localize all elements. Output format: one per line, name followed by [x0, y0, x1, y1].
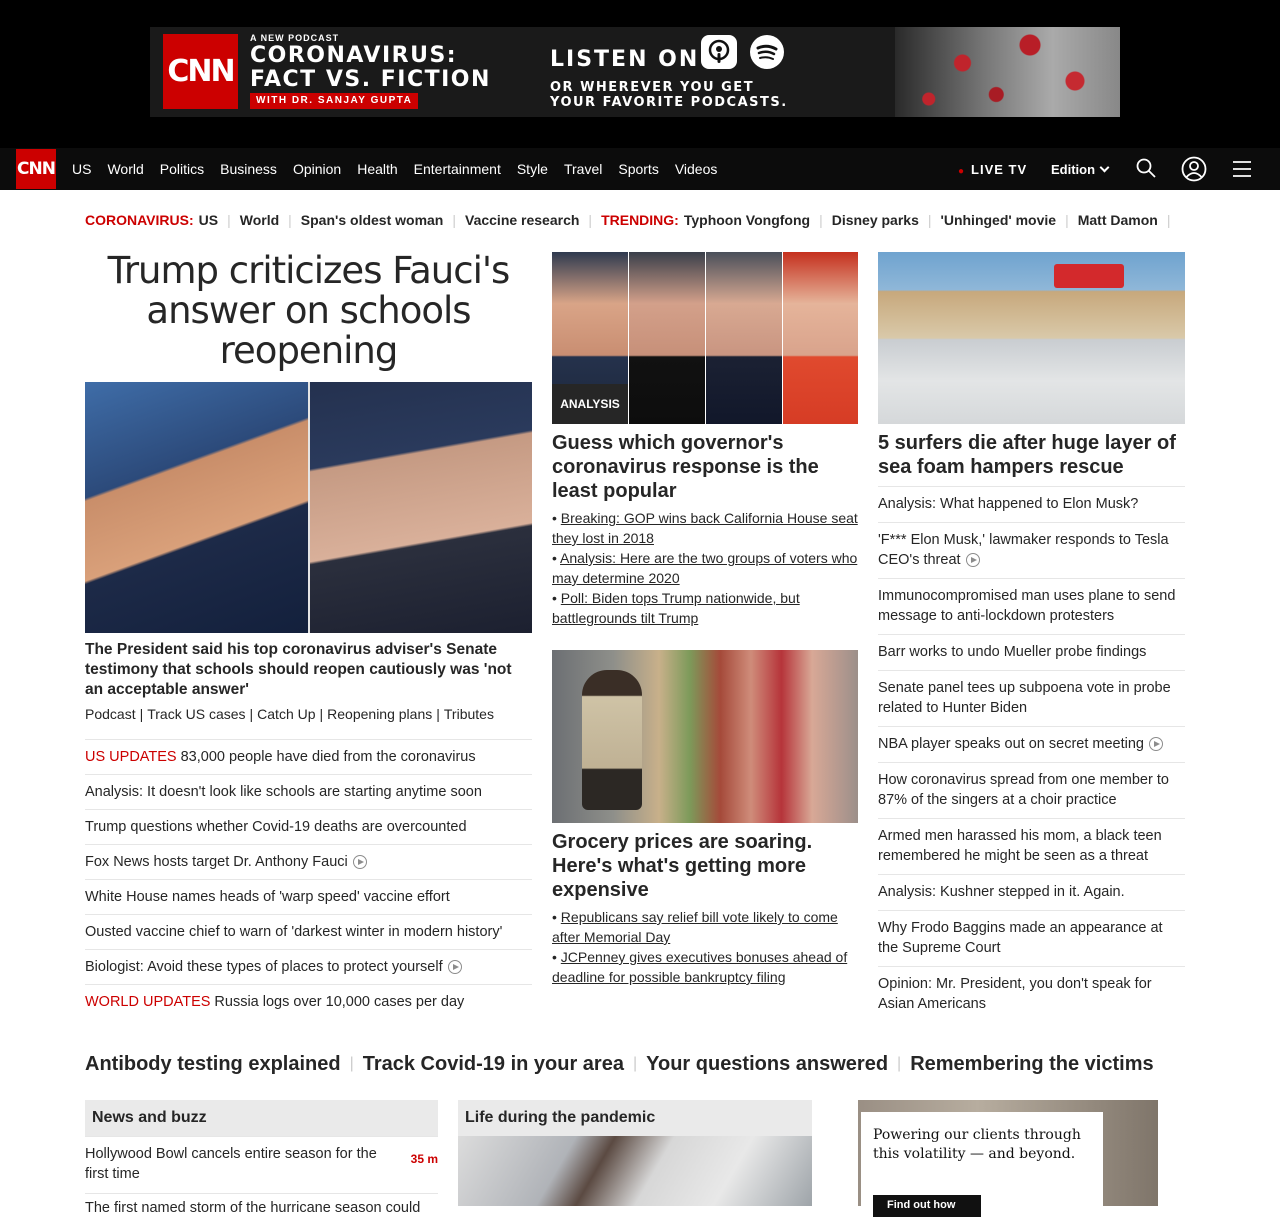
separator: |	[139, 706, 144, 722]
governor-photo	[706, 252, 782, 424]
lead-summary[interactable]: The President said his top coronavirus adviser's Senate testimony that schools should reopen cautiously was 'not an acceptable answer'	[85, 641, 512, 698]
analysis-badge: ANALYSIS	[552, 384, 628, 424]
trending-link[interactable]: Span's oldest woman	[300, 212, 444, 228]
separator: |	[1065, 212, 1069, 228]
list-item[interactable]	[85, 774, 532, 809]
bullet-item: • JCPenney gives executives bonuses ahead of deadline for possible bankruptcy filing	[552, 949, 848, 985]
play-video-icon	[353, 855, 367, 869]
lead-image[interactable]	[85, 382, 532, 633]
life-during-pandemic-header[interactable]: Life during the pandemic	[458, 1100, 812, 1136]
trending-link[interactable]: World	[239, 212, 280, 228]
news-buzz-text: Hollywood Bowl cancels entire season for the first time	[85, 1146, 377, 1182]
lead-related-links	[85, 706, 532, 722]
ad-listen-on: LISTEN ON	[550, 47, 700, 72]
trending-bar	[85, 210, 1185, 230]
related-link[interactable]: Podcast	[85, 706, 136, 722]
story-link: NBA player speaks out on secret meeting	[878, 736, 1144, 752]
trump-photo	[85, 382, 308, 633]
story-link: Why Frodo Baggins made an appearance at the Supreme Court	[878, 920, 1163, 956]
list-item[interactable]	[85, 949, 532, 984]
separator: |	[349, 1055, 354, 1072]
story-link: Armed men harassed his mom, a black teen remembered he might be seen as a threat	[878, 828, 1162, 864]
bullet-link[interactable]: Analysis: Here are the two groups of voters who may determine 2020	[552, 550, 858, 586]
list-item[interactable]	[878, 634, 1185, 670]
story-link: Trump questions whether Covid-19 deaths are overcounted	[85, 819, 467, 835]
chevron-down-icon	[1100, 163, 1110, 173]
separator: |	[452, 212, 456, 228]
explainer-link[interactable]: Antibody testing explained	[85, 1052, 341, 1075]
bullet-link[interactable]: Poll: Biden tops Trump nationwide, but battlegrounds tilt Trump	[552, 590, 800, 626]
live-tv-link[interactable]	[958, 162, 1027, 177]
story-link: White House names heads of 'warp speed' vaccine effort	[85, 889, 450, 905]
section-label: US UPDATES	[85, 749, 177, 765]
list-item[interactable]	[85, 984, 532, 1019]
nav-item-videos[interactable]: Videos	[674, 161, 718, 177]
podcast-ad-banner[interactable]	[150, 27, 1120, 117]
edition-label: Edition	[1051, 162, 1096, 177]
news-buzz-item[interactable]	[85, 1136, 438, 1192]
ad-virus-image	[895, 27, 1120, 117]
explainer-link[interactable]: Your questions answered	[646, 1052, 889, 1075]
news-and-buzz-header[interactable]: News and buzz	[85, 1100, 438, 1136]
nav-item-sports[interactable]: Sports	[618, 161, 659, 177]
ad-copy: Powering our clients through this volatility — and beyond.	[873, 1127, 1081, 1162]
trending-link[interactable]: 'Unhinged' movie	[940, 212, 1057, 228]
separator: |	[927, 212, 932, 228]
side-advertisement[interactable]	[858, 1100, 1158, 1211]
nav-section-links	[64, 148, 725, 190]
trending-link[interactable]: Disney parks	[831, 212, 919, 228]
trending-link[interactable]: Matt Damon	[1077, 212, 1158, 228]
list-item[interactable]	[85, 914, 532, 949]
story-link: 'F*** Elon Musk,' lawmaker responds to Tesla CEO's threat	[878, 532, 1169, 568]
related-link[interactable]: Track US cases	[147, 706, 246, 722]
timestamp: 35 m	[410, 1152, 438, 1166]
explainer-links	[85, 1050, 1195, 1078]
separator: |	[249, 706, 254, 722]
list-item[interactable]	[85, 809, 532, 844]
related-link[interactable]: Tributes	[443, 706, 494, 722]
story-link: Analysis: It doesn't look like schools are starting anytime soon	[85, 784, 482, 800]
user-account-icon[interactable]	[1181, 156, 1207, 182]
list-item[interactable]	[878, 966, 1185, 1022]
story-link: Ousted vaccine chief to warn of 'darkest winter in modern history'	[85, 924, 503, 940]
grocery-bullets	[552, 907, 858, 987]
main-nav	[0, 148, 1280, 190]
story-link: Senate panel tees up subpoena vote in probe related to Hunter Biden	[878, 680, 1171, 716]
governor-photo	[783, 252, 858, 424]
news-buzz-text: The first named storm of the hurricane season could	[85, 1200, 421, 1216]
related-link[interactable]: Catch Up	[257, 706, 316, 722]
trending-link[interactable]: US	[198, 212, 219, 228]
separator: |	[436, 706, 440, 722]
sea-foam-image[interactable]	[878, 252, 1185, 424]
story-link: Analysis: Kushner stepped in it. Again.	[878, 884, 1125, 900]
play-video-icon	[1149, 737, 1163, 751]
bullet-item: • Republicans say relief bill vote likely to come after Memorial Day	[552, 909, 838, 945]
spotify-icon	[750, 35, 784, 69]
list-item[interactable]	[878, 522, 1185, 578]
fauci-photo	[310, 382, 532, 633]
fire-truck-figure	[1054, 264, 1124, 288]
explainer-link[interactable]: Track Covid-19 in your area	[362, 1052, 624, 1075]
trending-link[interactable]: Typhoon Vongfong	[683, 212, 811, 228]
cnn-logo[interactable]: CNN	[16, 149, 56, 189]
bullet-item: • Analysis: Here are the two groups of voters who may determine 2020	[552, 550, 858, 586]
story-link: Biologist: Avoid these types of places to protect yourself	[85, 959, 443, 975]
hamburger-menu-icon[interactable]	[1232, 159, 1252, 179]
news-buzz-item[interactable]	[85, 1193, 438, 1216]
search-icon[interactable]	[1136, 158, 1156, 178]
section-label: WORLD UPDATES	[85, 994, 211, 1010]
lead-headline[interactable]: Trump criticizes Fauci's answer on schools reopening	[107, 249, 510, 372]
story-link: Fox News hosts target Dr. Anthony Fauci	[85, 854, 348, 870]
grocery-image[interactable]	[552, 650, 858, 823]
ad-cnn-logo: CNN	[163, 34, 238, 109]
separator: |	[897, 1055, 902, 1072]
list-item[interactable]	[85, 844, 532, 879]
story-link: How coronavirus spread from one member to 87% of the singers at a choir practice	[878, 772, 1169, 808]
nav-item-entertainment[interactable]: Entertainment	[413, 161, 501, 177]
nav-item-opinion[interactable]: Opinion	[292, 161, 342, 177]
story-link: Opinion: Mr. President, you don't speak for Asian Americans	[878, 976, 1152, 1012]
list-item[interactable]	[878, 762, 1185, 818]
nav-item-business[interactable]: Business	[220, 161, 277, 177]
nav-item-health[interactable]: Health	[357, 161, 398, 177]
pandemic-life-image[interactable]	[458, 1136, 812, 1206]
story-link: Russia logs over 10,000 cases per day	[214, 994, 465, 1010]
lead-story-list	[85, 739, 532, 1019]
bullet-link[interactable]: Republicans say relief bill vote likely to come after Memorial Day	[552, 909, 838, 945]
ad-host: WITH DR. SANJAY GUPTA	[250, 93, 418, 109]
list-item[interactable]	[85, 739, 532, 774]
bullet-link[interactable]: Breaking: GOP wins back California House seat they lost in 2018	[552, 510, 858, 546]
coronavirus-label: CORONAVIRUS:	[85, 212, 194, 228]
ad-kicker: A NEW PODCAST	[250, 33, 340, 43]
separator: |	[819, 212, 823, 228]
list-item[interactable]	[878, 726, 1185, 762]
list-item[interactable]	[878, 578, 1185, 634]
bullet-link[interactable]: JCPenney gives executives bonuses ahead of deadline for possible bankruptcy filing	[552, 949, 848, 985]
related-link[interactable]: Reopening plans	[327, 706, 433, 722]
story-link: Barr works to undo Mueller probe findings	[878, 644, 1147, 660]
list-item[interactable]	[878, 670, 1185, 726]
separator: |	[632, 1055, 638, 1072]
nav-item-politics[interactable]: Politics	[159, 161, 205, 177]
nav-item-world[interactable]: World	[107, 161, 144, 177]
ad-card	[861, 1112, 1103, 1212]
live-tv-label: LIVE TV	[971, 162, 1028, 177]
find-out-how-button[interactable]: Find out how	[873, 1195, 981, 1217]
right-story-list	[878, 486, 1185, 1022]
play-video-icon	[966, 553, 980, 567]
ad-sub-line1: OR WHEREVER YOU GET	[550, 80, 755, 95]
separator: |	[1166, 212, 1171, 228]
nav-item-style[interactable]: Style	[516, 161, 548, 177]
list-item[interactable]	[878, 818, 1185, 874]
story-link: Immunocompromised man uses plane to send message to anti-lockdown protesters	[878, 588, 1176, 624]
governor-photo	[629, 252, 705, 424]
list-item[interactable]	[878, 486, 1185, 522]
ad-sub-line2: YOUR FAVORITE PODCASTS.	[550, 95, 788, 110]
list-item[interactable]	[878, 910, 1185, 966]
trending-link[interactable]: Vaccine research	[465, 212, 580, 228]
governor-bullets	[552, 508, 858, 628]
trending-label: TRENDING:	[601, 212, 679, 228]
ad-title-line2: FACT VS. FICTION	[250, 67, 491, 92]
live-dot-icon: ●	[958, 166, 966, 177]
top-ad-band	[0, 0, 1280, 148]
grocery-headline[interactable]: Grocery prices are soaring. Here's what's getting more expensive	[552, 831, 813, 901]
list-item[interactable]	[878, 874, 1185, 910]
bullet-item: • Breaking: GOP wins back California House seat they lost in 2018	[552, 510, 858, 546]
separator: |	[227, 212, 231, 228]
story-link: 83,000 people have died from the coronavirus	[180, 749, 476, 765]
story-link: Analysis: What happened to Elon Musk?	[878, 496, 1139, 512]
apple-podcasts-icon	[701, 35, 737, 69]
governor-headline[interactable]: Guess which governor's coronavirus response is the least popular	[552, 432, 819, 502]
explainer-link[interactable]: Remembering the victims	[910, 1052, 1154, 1075]
nav-item-us[interactable]: US	[72, 161, 92, 177]
ad-title-line1: CORONAVIRUS:	[250, 43, 458, 68]
shopper-figure	[582, 670, 642, 810]
surfers-headline[interactable]: 5 surfers die after huge layer of sea foam hampers rescue	[878, 432, 1176, 478]
play-video-icon	[448, 960, 462, 974]
list-item[interactable]	[85, 879, 532, 914]
nav-item-travel[interactable]: Travel	[563, 161, 603, 177]
bullet-item: • Poll: Biden tops Trump nationwide, but battlegrounds tilt Trump	[552, 590, 800, 626]
separator: |	[288, 212, 292, 228]
separator: |	[588, 212, 593, 228]
edition-dropdown[interactable]	[1051, 162, 1108, 177]
separator: |	[319, 706, 324, 722]
